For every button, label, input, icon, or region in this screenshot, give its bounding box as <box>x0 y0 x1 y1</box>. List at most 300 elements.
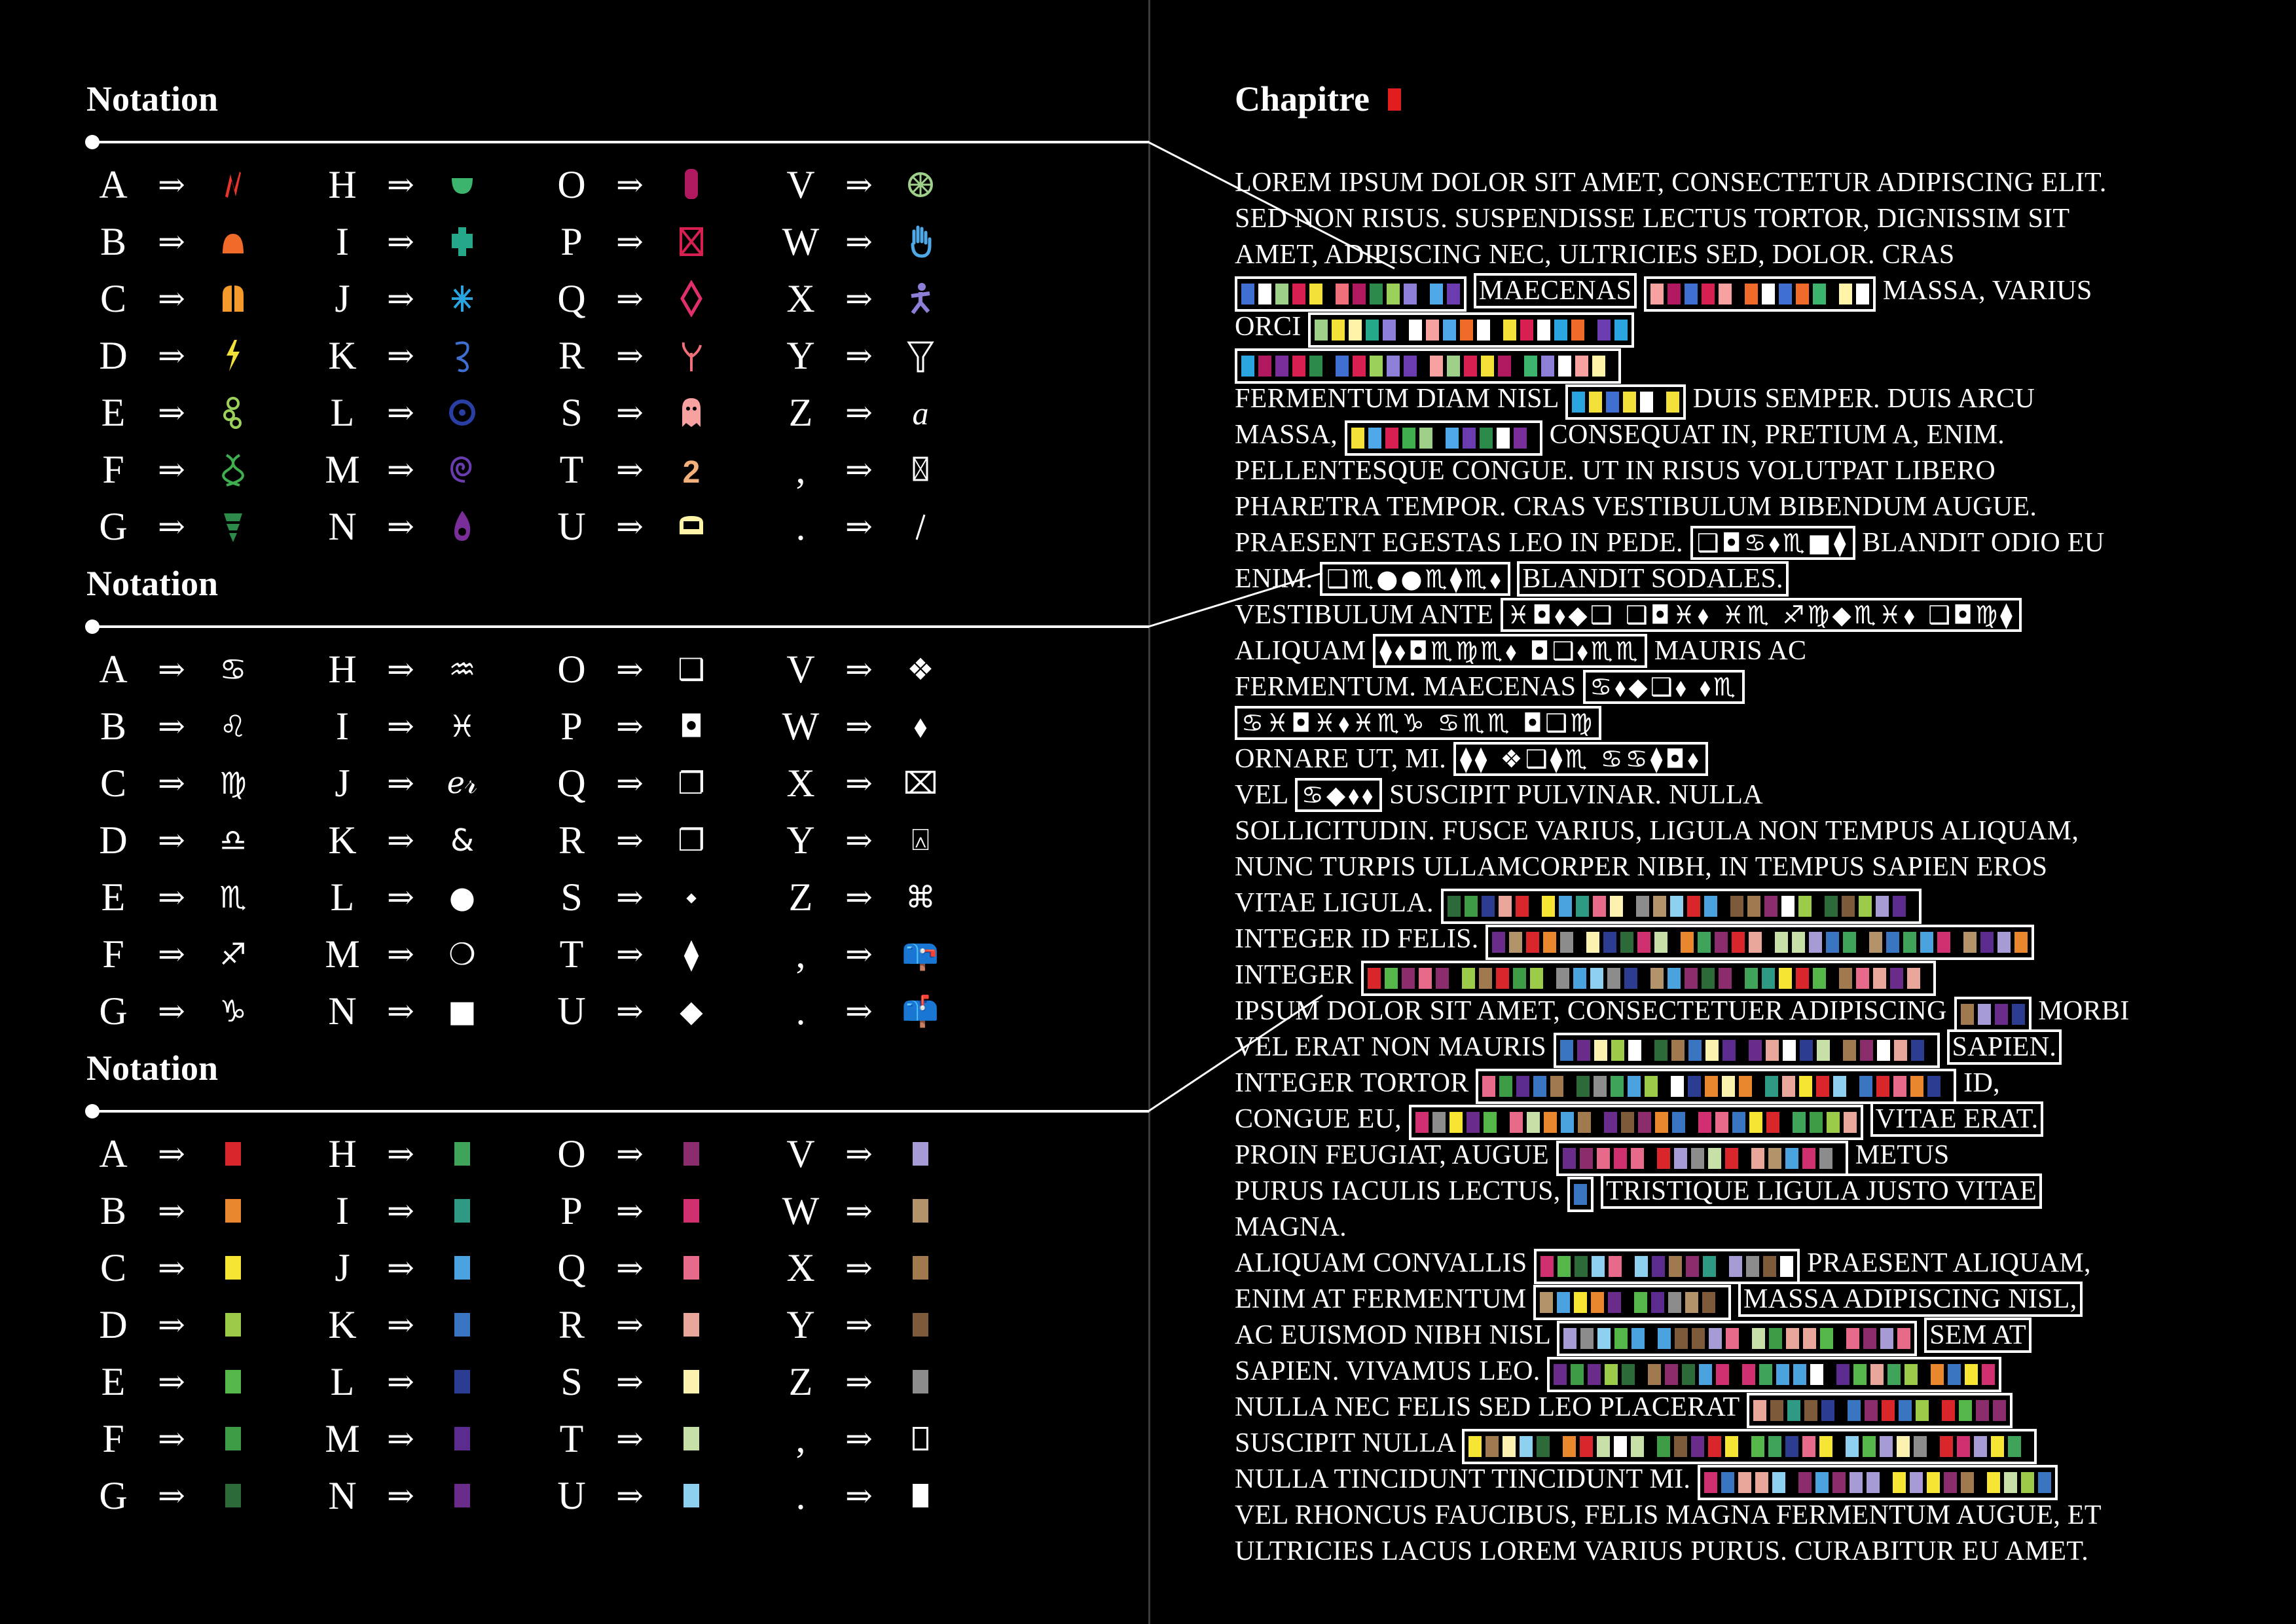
notation-entry <box>543 870 723 925</box>
notation-entry <box>543 442 723 497</box>
notation-entry <box>314 385 494 440</box>
text-line <box>1235 741 2191 777</box>
color-code <box>431 1484 494 1507</box>
color-swatch <box>225 1427 241 1450</box>
notation-letter: F <box>102 1416 124 1460</box>
notation-entry <box>314 1240 494 1295</box>
arrow-icon: ⇒ <box>387 451 414 488</box>
color-code <box>660 1313 723 1337</box>
notation-title-3: Notation <box>86 1048 218 1088</box>
color-code <box>431 1427 494 1450</box>
notation-entry <box>543 1411 723 1466</box>
x-frame-icon <box>660 223 723 260</box>
arrow-icon: ⇒ <box>845 993 873 1029</box>
text-line <box>1235 561 2191 597</box>
notation-entry <box>85 756 264 811</box>
notation-entry <box>543 984 723 1039</box>
notation-letter: C <box>100 276 127 320</box>
arrow-icon: ⇒ <box>845 1135 873 1172</box>
spiral-icon <box>431 451 494 488</box>
encoded-dingbat-block: ❑♏●●♏⧫♏⬧ <box>1320 562 1510 596</box>
text-segment: SOLLICITUDIN. FUSCE VARIUS, LIGULA NON TEMPUS ALIQUAM, <box>1235 816 2079 846</box>
text-line <box>1235 237 2191 273</box>
arrow-icon: ⇒ <box>158 394 185 431</box>
arrow-icon: ⇒ <box>158 223 185 260</box>
notation-letter: Z <box>788 390 813 434</box>
notation-letter: V <box>786 162 815 206</box>
dingbat-symbol: ⧫ <box>683 936 699 972</box>
notation-letter: D <box>99 333 128 377</box>
encoded-color-block <box>1565 384 1686 420</box>
encoded-dingbat-block: ♋♓◘♓⬧♓♏♑ ♋♏♏ ◘❑♍ <box>1235 706 1601 740</box>
notation-letter: M <box>325 447 360 491</box>
text-segment: AMET, ADIPISCING NEC, ULTRICIES SED, DOLOR. CRAS <box>1235 240 1955 270</box>
notation-letter: , <box>795 447 806 491</box>
dingbat-symbol: ● <box>448 879 476 915</box>
arrow-icon: ⇒ <box>616 651 644 688</box>
text-line <box>1235 1426 2191 1462</box>
notation-entry <box>543 1354 723 1409</box>
text-segment: VESTIBULUM ANTE <box>1235 600 1494 630</box>
notation-entry <box>314 271 494 326</box>
color-code <box>202 1199 264 1223</box>
arrow-icon: ⇒ <box>158 879 185 915</box>
arrow-icon: ⇒ <box>845 1249 873 1286</box>
arrow-icon: ⇒ <box>845 451 873 488</box>
text-segment: DUIS SEMPER. DUIS ARCU <box>1692 384 2035 414</box>
text-segment: ENIM AT FERMENTUM <box>1235 1284 1527 1314</box>
encoded-color-block <box>1954 997 2032 1032</box>
notation-letter: W <box>782 219 820 263</box>
notation-entry <box>314 927 494 982</box>
arrow-icon: ⇒ <box>845 1420 873 1457</box>
notation-letter: X <box>786 1246 815 1289</box>
notation-entry <box>773 385 952 440</box>
half-bowl-icon <box>431 166 494 203</box>
text-line <box>1235 1462 2191 1498</box>
notation-letter: K <box>328 1302 357 1346</box>
color-swatch <box>913 1199 928 1223</box>
encoded-color-block <box>1698 1465 2058 1500</box>
notation-entry <box>85 499 264 554</box>
text-segment: BLANDIT ODIO EU <box>1862 528 2105 558</box>
encoded-color-block <box>1409 1105 1863 1140</box>
text-segment: PRAESENT ALIQUAM, <box>1807 1248 2091 1278</box>
color-code <box>660 1484 723 1507</box>
notation-letter: T <box>559 447 584 491</box>
text-segment: METUS <box>1855 1140 1950 1170</box>
notation-entry <box>773 271 952 326</box>
notation-letter: G <box>99 1473 128 1517</box>
arrow-icon: ⇒ <box>845 1363 873 1400</box>
notation-entry <box>85 870 264 925</box>
color-code <box>660 1142 723 1166</box>
notation-entry <box>314 157 494 212</box>
arrow-icon: ⇒ <box>845 280 873 317</box>
color-swatch <box>683 1370 699 1393</box>
notation-entry <box>543 642 723 697</box>
encoded-color-block <box>1361 961 1936 996</box>
color-code <box>889 1142 952 1166</box>
drill-icon <box>202 508 264 545</box>
notation-letter: N <box>328 1473 357 1517</box>
notation-entry <box>85 1411 264 1466</box>
notation-letter: S <box>560 875 583 919</box>
notation-letter: Y <box>786 1302 815 1346</box>
encoded-dingbat-block: ⧫⧫ ❖❑⧫♏ ♋♋⧫◘⬧ <box>1453 742 1708 776</box>
text-segment: ALIQUAM CONVALLIS <box>1235 1248 1527 1278</box>
notation-entry <box>543 1126 723 1181</box>
arrow-icon: ⇒ <box>616 166 644 203</box>
dingbat-symbol: ⬩ <box>685 879 697 914</box>
notation-entry <box>543 328 723 383</box>
color-code <box>431 1256 494 1280</box>
notation-entry <box>773 699 952 754</box>
text-line <box>1235 525 2191 561</box>
arrow-icon: ⇒ <box>158 1135 185 1172</box>
dingbat-symbol: ♋ <box>219 652 247 687</box>
color-code <box>431 1142 494 1166</box>
notation-letter: W <box>782 704 820 748</box>
notation-entry <box>85 1126 264 1181</box>
dingbat-symbol: ⍓ <box>911 822 930 857</box>
color-swatch <box>913 1370 928 1393</box>
text-line <box>1235 993 2191 1029</box>
notation-entry <box>773 870 952 925</box>
text-line <box>1235 777 2191 813</box>
text-segment: VITAE LIGULA. <box>1235 888 1434 918</box>
notation-letter: Q <box>557 276 586 320</box>
color-swatch <box>454 1370 470 1393</box>
arrow-icon: ⇒ <box>616 1249 644 1286</box>
arrow-icon: ⇒ <box>158 936 185 972</box>
arrow-icon: ⇒ <box>387 993 414 1029</box>
color-swatch <box>683 1199 699 1223</box>
color-code <box>889 1313 952 1337</box>
text-segment: SEM AT <box>1924 1318 2032 1353</box>
color-code <box>431 1313 494 1337</box>
dingbat-symbol: ℯ𝓇 <box>446 765 478 800</box>
notation-entry <box>543 157 723 212</box>
text-segment: ALIQUAM <box>1235 636 1366 666</box>
notation-entry <box>773 642 952 697</box>
notation-letter: X <box>786 276 815 320</box>
encoded-color-block <box>1308 312 1634 348</box>
text-line <box>1235 489 2191 525</box>
dome-icon <box>202 223 264 260</box>
color-swatch <box>225 1142 241 1166</box>
notation-letter: H <box>328 162 357 206</box>
notation-entry <box>543 699 723 754</box>
encoded-dingbat-block: ♋◆⬧⬧ <box>1295 778 1383 812</box>
notation-entry <box>85 271 264 326</box>
arrow-icon: ⇒ <box>616 451 644 488</box>
notation-entry <box>543 271 723 326</box>
notation-letter: J <box>335 1246 350 1289</box>
color-swatch <box>683 1142 699 1166</box>
dingbat-symbol: ♍ <box>219 766 247 801</box>
dingbat-symbol: 📫 <box>902 993 939 1029</box>
arrow-icon: ⇒ <box>158 822 185 858</box>
arrow-icon: ⇒ <box>616 879 644 915</box>
color-swatch <box>913 1427 928 1450</box>
text-line <box>1235 417 2191 453</box>
notation-entry <box>85 1240 264 1295</box>
arrow-icon: ⇒ <box>158 1420 185 1457</box>
encoded-color-block <box>1567 1177 1594 1212</box>
notation-entry <box>314 1468 494 1523</box>
arrow-icon: ⇒ <box>845 337 873 374</box>
notation-letter: Y <box>786 818 815 862</box>
text-segment: IPSUM DOLOR SIT AMET, CONSECTETUER ADIPISCING <box>1235 996 1947 1026</box>
arrow-icon: ⇒ <box>845 508 873 545</box>
notation-entry <box>773 499 952 554</box>
arrow-icon: ⇒ <box>616 708 644 745</box>
notation-entry <box>85 927 264 982</box>
notation-letter: B <box>100 704 127 748</box>
color-code <box>202 1313 264 1337</box>
text-segment: MASSA, VARIUS <box>1882 276 2092 306</box>
text-line <box>1235 633 2191 669</box>
encoded-dingbat-block: ❑◘♋⬧♏■⧫ <box>1690 526 1855 560</box>
notation-letter: S <box>560 390 583 434</box>
arrow-icon: ⇒ <box>387 651 414 688</box>
capsule-icon <box>660 166 723 203</box>
notation-letter: W <box>782 1189 820 1232</box>
color-swatch <box>683 1313 699 1337</box>
arrow-icon: ⇒ <box>387 879 414 915</box>
color-code <box>202 1484 264 1507</box>
text-segment: INTEGER <box>1235 960 1354 990</box>
notation-entry <box>773 1354 952 1409</box>
notation-entry <box>314 813 494 868</box>
text-segment: MASSA, <box>1235 420 1338 450</box>
color-code <box>889 1199 952 1223</box>
arrow-icon: ⇒ <box>387 280 414 317</box>
arrow-icon: ⇒ <box>845 1192 873 1229</box>
slash-icon <box>889 508 952 545</box>
figure-icon <box>889 280 952 317</box>
encoded-dingbat-block: ⧫⬧◘♏♍♏⬧ ◘❑⬧♏♏ <box>1373 634 1647 668</box>
dingbat-symbol: 📪 <box>902 936 939 972</box>
notation-letter: P <box>560 704 583 748</box>
arrow-icon: ⇒ <box>616 822 644 858</box>
arrow-icon: ⇒ <box>158 1249 185 1286</box>
text-segment: NULLA NEC FELIS SED LEO PLACERAT <box>1235 1392 1740 1422</box>
notation-letter: G <box>99 989 128 1033</box>
notation-entry <box>85 984 264 1039</box>
notation-entry <box>773 328 952 383</box>
text-line <box>1235 453 2191 489</box>
dingbat-symbol: ⌧ <box>903 766 938 801</box>
arrow-icon: ⇒ <box>616 1477 644 1514</box>
arrow-icon: ⇒ <box>387 1306 414 1343</box>
encoded-color-block <box>1556 1141 1848 1176</box>
text-line <box>1235 1318 2191 1354</box>
rings-icon <box>202 394 264 431</box>
notation-letter: K <box>328 818 357 862</box>
two-icon <box>660 451 723 488</box>
notation-letter: V <box>786 647 815 691</box>
color-swatch <box>913 1256 928 1280</box>
notation-letter: U <box>557 989 586 1033</box>
arrow-icon: ⇒ <box>158 1477 185 1514</box>
arrow-icon: ⇒ <box>845 1477 873 1514</box>
dingbat-symbol: ♐ <box>219 936 247 972</box>
color-swatch <box>913 1142 928 1166</box>
text-segment: MAURIS AC <box>1654 636 1807 666</box>
text-line <box>1235 1065 2191 1101</box>
text-segment: ENIM. <box>1235 564 1313 594</box>
dingbat-symbol: ❐ <box>678 766 705 801</box>
encoded-color-block <box>1235 348 1621 384</box>
text-segment: PHARETRA TEMPOR. CRAS VESTIBULUM BIBENDUM AUGUE. <box>1235 492 2037 522</box>
arrow-icon: ⇒ <box>616 1306 644 1343</box>
text-segment: FERMENTUM. MAECENAS <box>1235 672 1576 702</box>
color-code <box>202 1142 264 1166</box>
notation-letter: G <box>99 504 128 548</box>
text-segment: MORBI <box>2038 996 2130 1026</box>
notation-letter: B <box>100 219 127 263</box>
arrow-icon: ⇒ <box>387 166 414 203</box>
text-line <box>1235 345 2191 381</box>
arrow-icon: ⇒ <box>845 708 873 745</box>
notation-entry <box>773 984 952 1039</box>
arch-split-icon <box>202 280 264 317</box>
notation-entry <box>85 1468 264 1523</box>
text-segment: MAGNA. <box>1235 1212 1347 1242</box>
notation-letter: E <box>101 390 126 434</box>
funnel-icon <box>889 337 952 374</box>
text-segment: TRISTIQUE LIGULA JUSTO VITAE <box>1601 1173 2042 1209</box>
text-segment: LOREM IPSUM DOLOR SIT AMET, CONSECTETUR ADIPISCING ELIT. <box>1235 168 2107 198</box>
arrow-icon: ⇒ <box>616 508 644 545</box>
encoded-color-block <box>1476 1069 1956 1104</box>
arrow-icon: ⇒ <box>158 651 185 688</box>
notation-entry <box>543 1468 723 1523</box>
text-line <box>1235 885 2191 921</box>
notation-entry <box>314 214 494 269</box>
arrow-icon: ⇒ <box>616 765 644 802</box>
arrow-icon: ⇒ <box>616 1363 644 1400</box>
notation-letter: H <box>328 1132 357 1175</box>
notation-entry <box>85 385 264 440</box>
arrow-icon: ⇒ <box>616 223 644 260</box>
notation-letter: I <box>336 1189 349 1232</box>
chapter-title <box>1235 79 1401 119</box>
arrow-icon: ⇒ <box>387 1192 414 1229</box>
encoded-color-block <box>1747 1393 2013 1428</box>
color-code <box>660 1256 723 1280</box>
dingbat-symbol: ♓ <box>448 709 476 744</box>
encoded-dingbat-block: ♋⬧◆❑⬧ ⬧♏ <box>1583 670 1745 704</box>
encoded-color-block <box>1534 1249 1800 1284</box>
notation-letter: L <box>330 390 355 434</box>
color-code <box>660 1199 723 1223</box>
arrow-icon: ⇒ <box>616 280 644 317</box>
lightning-icon <box>202 337 264 374</box>
color-swatch <box>225 1370 241 1393</box>
diamond-drop-icon <box>660 280 723 317</box>
arrow-icon: ⇒ <box>616 1135 644 1172</box>
encoded-color-block <box>1462 1429 2037 1464</box>
text-line <box>1235 273 2191 309</box>
color-swatch <box>683 1484 699 1507</box>
notation-entry <box>314 499 494 554</box>
arrow-icon: ⇒ <box>845 1306 873 1343</box>
text-segment: PROIN FEUGIAT, AUGUE <box>1235 1140 1550 1170</box>
notation-letter: K <box>328 333 357 377</box>
notation-letter: I <box>336 704 349 748</box>
arrow-icon: ⇒ <box>845 651 873 688</box>
color-swatch <box>913 1313 928 1337</box>
notation-entry <box>85 1297 264 1352</box>
color-swatch <box>683 1256 699 1280</box>
color-code <box>660 1370 723 1393</box>
arrow-icon: ⇒ <box>616 394 644 431</box>
notation-entry <box>543 1183 723 1238</box>
notation-letter: Z <box>788 1359 813 1403</box>
encoded-color-block <box>1554 1033 1940 1068</box>
notation-letter: T <box>559 932 584 976</box>
notation-letter: . <box>795 989 806 1033</box>
notation-letter: A <box>99 162 128 206</box>
bread-icon <box>660 508 723 545</box>
arrow-icon: ⇒ <box>158 1306 185 1343</box>
notation-letter: A <box>99 647 128 691</box>
text-segment: VEL <box>1235 780 1288 810</box>
arrow-icon: ⇒ <box>616 1192 644 1229</box>
notation-letter: J <box>335 276 350 320</box>
arrow-icon: ⇒ <box>387 1249 414 1286</box>
arrow-icon: ⇒ <box>158 451 185 488</box>
notation-entry <box>543 927 723 982</box>
ghost-icon <box>660 394 723 431</box>
notation-letter: J <box>335 761 350 805</box>
target-icon <box>431 394 494 431</box>
text-line <box>1235 813 2191 849</box>
notation-entry <box>773 1183 952 1238</box>
asterisk-icon <box>431 280 494 317</box>
sprout-icon <box>660 337 723 374</box>
arrow-icon: ⇒ <box>158 280 185 317</box>
notation-letter: R <box>558 333 585 377</box>
notation-entry <box>543 756 723 811</box>
cross-blob-icon <box>431 223 494 260</box>
notation-entry <box>85 1183 264 1238</box>
color-swatch <box>225 1256 241 1280</box>
notation-entry <box>543 813 723 868</box>
notation-letter: E <box>101 875 126 919</box>
notation-entry <box>773 1297 952 1352</box>
dingbat-symbol: ♑ <box>219 993 247 1029</box>
notation-entry <box>543 1240 723 1295</box>
dingbat-symbol: ♌ <box>219 709 247 744</box>
script-a-icon <box>889 394 952 431</box>
arrow-icon: ⇒ <box>845 166 873 203</box>
text-line <box>1235 165 2191 201</box>
text-line <box>1235 1101 2191 1137</box>
arrow-icon: ⇒ <box>845 394 873 431</box>
text-segment: PELLENTESQUE CONGUE. UT IN RISUS VOLUTPAT LIBERO <box>1235 456 1996 486</box>
notation-entry <box>773 927 952 982</box>
color-swatch <box>454 1484 470 1507</box>
encoded-color-block <box>1441 889 1922 924</box>
notation-entry <box>773 1126 952 1181</box>
notation-entry <box>773 1240 952 1295</box>
text-segment: SAPIEN. VIVAMUS LEO. <box>1235 1356 1540 1386</box>
notation-letter: T <box>559 1416 584 1460</box>
